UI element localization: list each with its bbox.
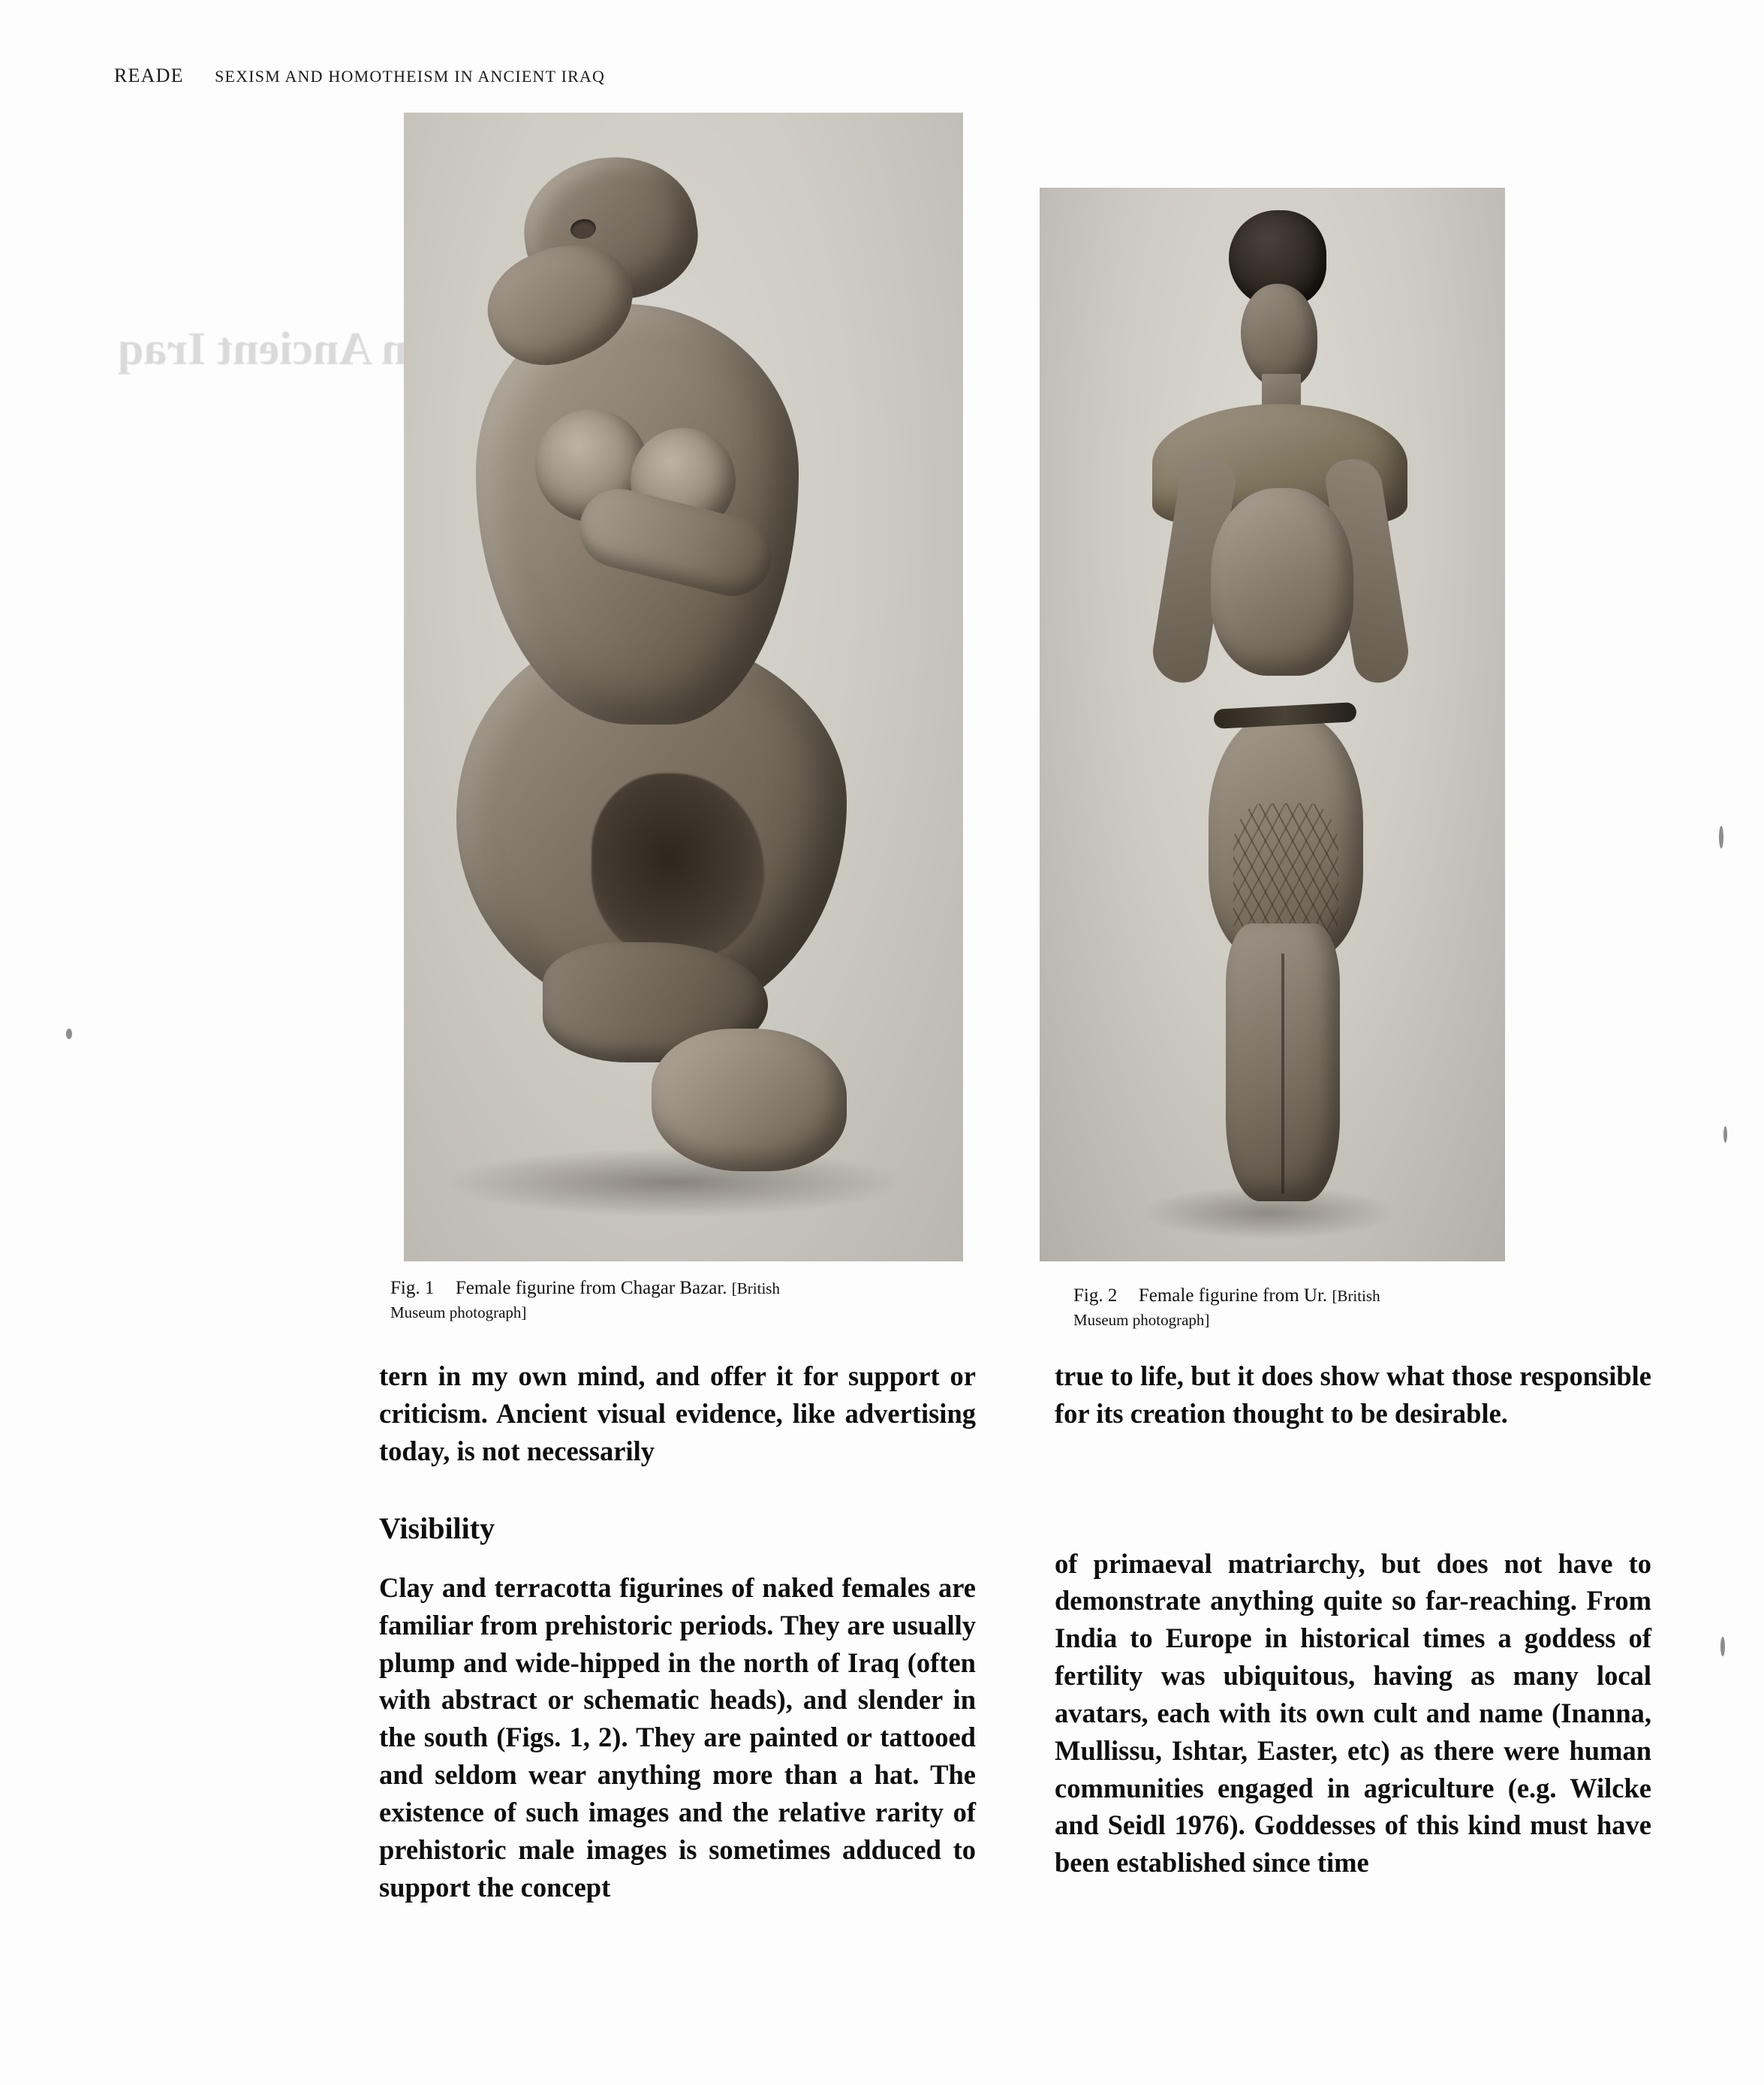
figure-2-image bbox=[1040, 188, 1505, 1261]
left-paragraph-body: Clay and terracotta figurines of naked females are familiar from prehistoric periods. They are usually plump and wide-hipped in the north of Iraq (often with abstract or schematic heads), and slender in the south (Figs. 1, 2). They are painted or tattooed and seldom wear anything more than a hat. The existence of such images and the relative rarity of prehistoric male images is sometimes adduced to support the concept bbox=[379, 1572, 976, 1903]
body-column-right bbox=[1055, 1357, 1651, 1882]
figure-2-torso bbox=[1211, 488, 1353, 676]
scan-edge-mark bbox=[1720, 1637, 1725, 1656]
right-paragraph-body: of primaeval matriarchy, but does not have to demonstrate anything quite so far-reaching. From India to Europe in historical times a goddess of fertility was ubiquitous, having as many local avatars, each with its own cult and name (Inanna, Mullissu, Ishtar, Easter, etc) as there were human communities engaged in agriculture (e.g. Wilcke and Seidl 1976). Goddesses of this kind must have been established since time bbox=[1055, 1547, 1651, 1879]
running-head-author: READE bbox=[114, 65, 184, 86]
figure-area bbox=[0, 98, 1764, 1329]
figure-1-caption-text: Female figurine from Chagar Bazar. bbox=[455, 1278, 727, 1298]
scan-edge-mark bbox=[66, 1029, 72, 1039]
figure-1-image bbox=[404, 113, 963, 1261]
right-paragraph-continued: true to life, but it does show what those responsible for its creation thought to be desirable. bbox=[1055, 1360, 1651, 1429]
figure-1-caption bbox=[390, 1276, 811, 1324]
figure-2-leg-division bbox=[1281, 954, 1284, 1194]
section-heading-visibility: Visibility bbox=[379, 1511, 495, 1546]
figure-1-base bbox=[652, 1029, 847, 1171]
figure-1-label: Fig. 1 bbox=[390, 1278, 435, 1298]
running-head-title: SEXISM AND HOMOTHEISM IN ANCIENT IRAQ bbox=[215, 67, 606, 86]
left-paragraph-continued: tern in my own mind, and offer it for support or criticism. Ancient visual evidence, like advertising today, is not necessarily bbox=[379, 1360, 976, 1466]
figure-2-caption bbox=[1073, 1284, 1419, 1332]
figure-1-credit: [British Museum photograph] bbox=[390, 1279, 780, 1321]
column-gap bbox=[1055, 1433, 1651, 1545]
figure-2-credit: [British Museum photograph] bbox=[1073, 1287, 1380, 1329]
figure-1-shadow bbox=[449, 1149, 899, 1216]
figure-2-caption-text: Female figurine from Ur. bbox=[1138, 1285, 1328, 1306]
figure-2-head bbox=[1241, 284, 1317, 389]
scan-edge-mark bbox=[1719, 826, 1723, 848]
figure-2-label: Fig. 2 bbox=[1073, 1285, 1118, 1306]
scan-edge-mark bbox=[1723, 1126, 1727, 1143]
ghost-title: in Ancient Iraq bbox=[117, 324, 421, 375]
running-head bbox=[114, 65, 605, 87]
body-column-left bbox=[379, 1357, 976, 1906]
figure-2-waist-band bbox=[1213, 702, 1356, 729]
